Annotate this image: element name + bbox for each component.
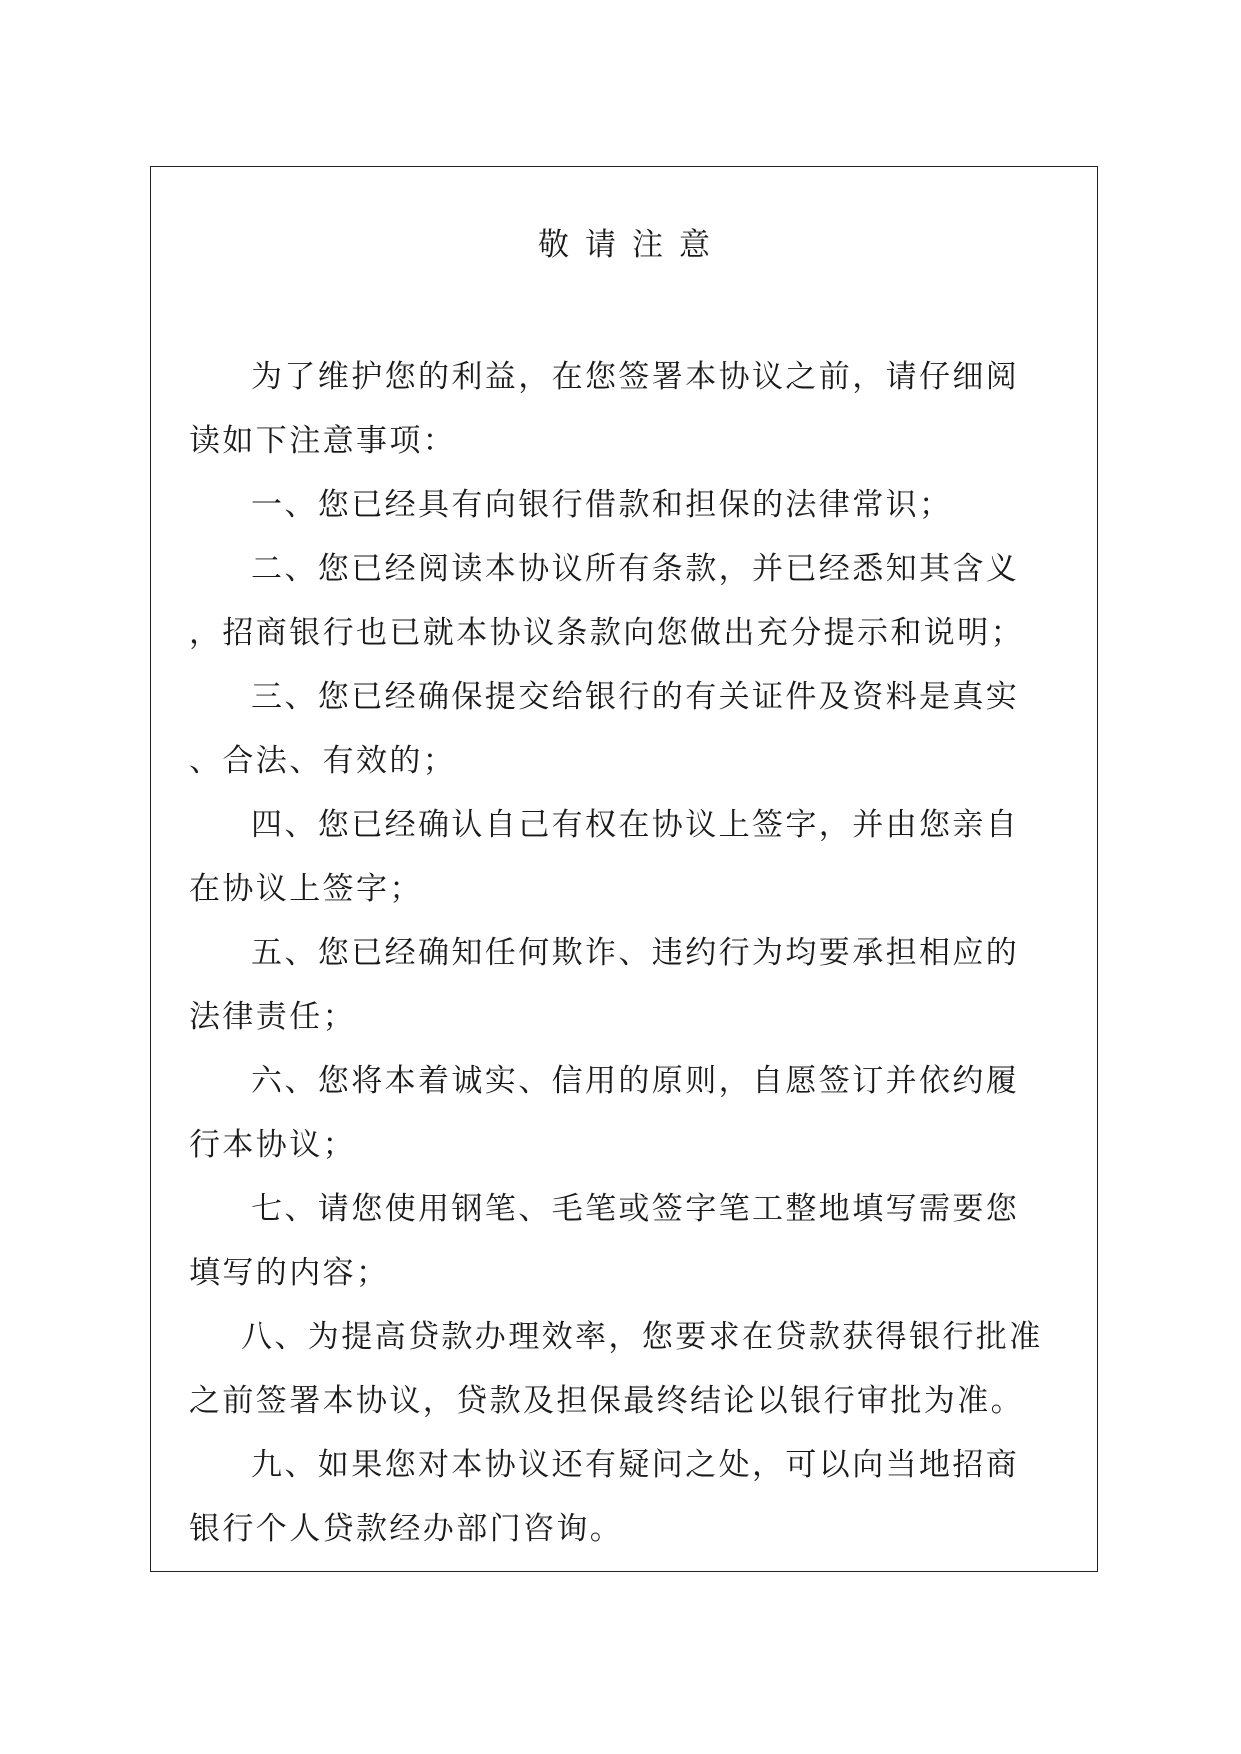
paragraph-line: 九、如果您对本协议还有疑问之处，可以向当地招商 <box>251 1447 1020 1483</box>
paragraph-item-9 <box>189 1433 1069 1561</box>
paragraph-line: 八、为提高贷款办理效率，您要求在贷款获得银行批准 <box>241 1319 1043 1355</box>
notice-body <box>189 345 1069 1561</box>
paragraph-intro <box>189 345 1069 473</box>
paragraph-line: 四、您已经确认自己有权在协议上签字，并由您亲自 <box>251 807 1020 843</box>
paragraph-item-2 <box>189 537 1069 665</box>
paragraph-line: 填写的内容； <box>189 1255 390 1291</box>
paragraph-line: 行本协议； <box>189 1127 356 1163</box>
paragraph-line: ，招商银行也已就本协议条款向您做出充分提示和说明； <box>189 615 1024 651</box>
paragraph-item-3 <box>189 665 1069 793</box>
paragraph-line: 三、您已经确保提交给银行的有关证件及资料是真实 <box>251 679 1020 715</box>
paragraph-line: 七、请您使用钢笔、毛笔或签字笔工整地填写需要您 <box>251 1191 1020 1227</box>
paragraph-item-5 <box>189 921 1069 1049</box>
paragraph-item-4 <box>189 793 1069 921</box>
paragraph-line: 六、您将本着诚实、信用的原则，自愿签订并依约履 <box>251 1063 1020 1099</box>
notice-box <box>150 166 1098 1572</box>
paragraph-item-1 <box>189 473 1069 537</box>
paragraph-item-7 <box>189 1177 1069 1305</box>
paragraph-line: 五、您已经确知任何欺诈、违约行为均要承担相应的 <box>251 935 1020 971</box>
paragraph-line: 银行个人贷款经办部门咨询。 <box>189 1511 624 1547</box>
paragraph-item-6 <box>189 1049 1069 1177</box>
paragraph-line: 一、您已经具有向银行借款和担保的法律常识； <box>251 487 953 523</box>
paragraph-line: 法律责任； <box>189 999 356 1035</box>
paragraph-line: 二、您已经阅读本协议所有条款，并已经悉知其含义 <box>251 551 1020 587</box>
paragraph-line: 之前签署本协议，贷款及担保最终结论以银行审批为准。 <box>189 1383 1024 1419</box>
paragraph-line: 在协议上签字； <box>189 871 423 907</box>
paragraph-line: 为了维护您的利益，在您签署本协议之前，请仔细阅 <box>251 359 1020 395</box>
paragraph-line: 、合法、有效的； <box>189 743 457 779</box>
notice-title: 敬请注意 <box>538 227 726 263</box>
paragraph-line: 读如下注意事项： <box>189 423 457 459</box>
paragraph-item-8 <box>189 1305 1069 1433</box>
